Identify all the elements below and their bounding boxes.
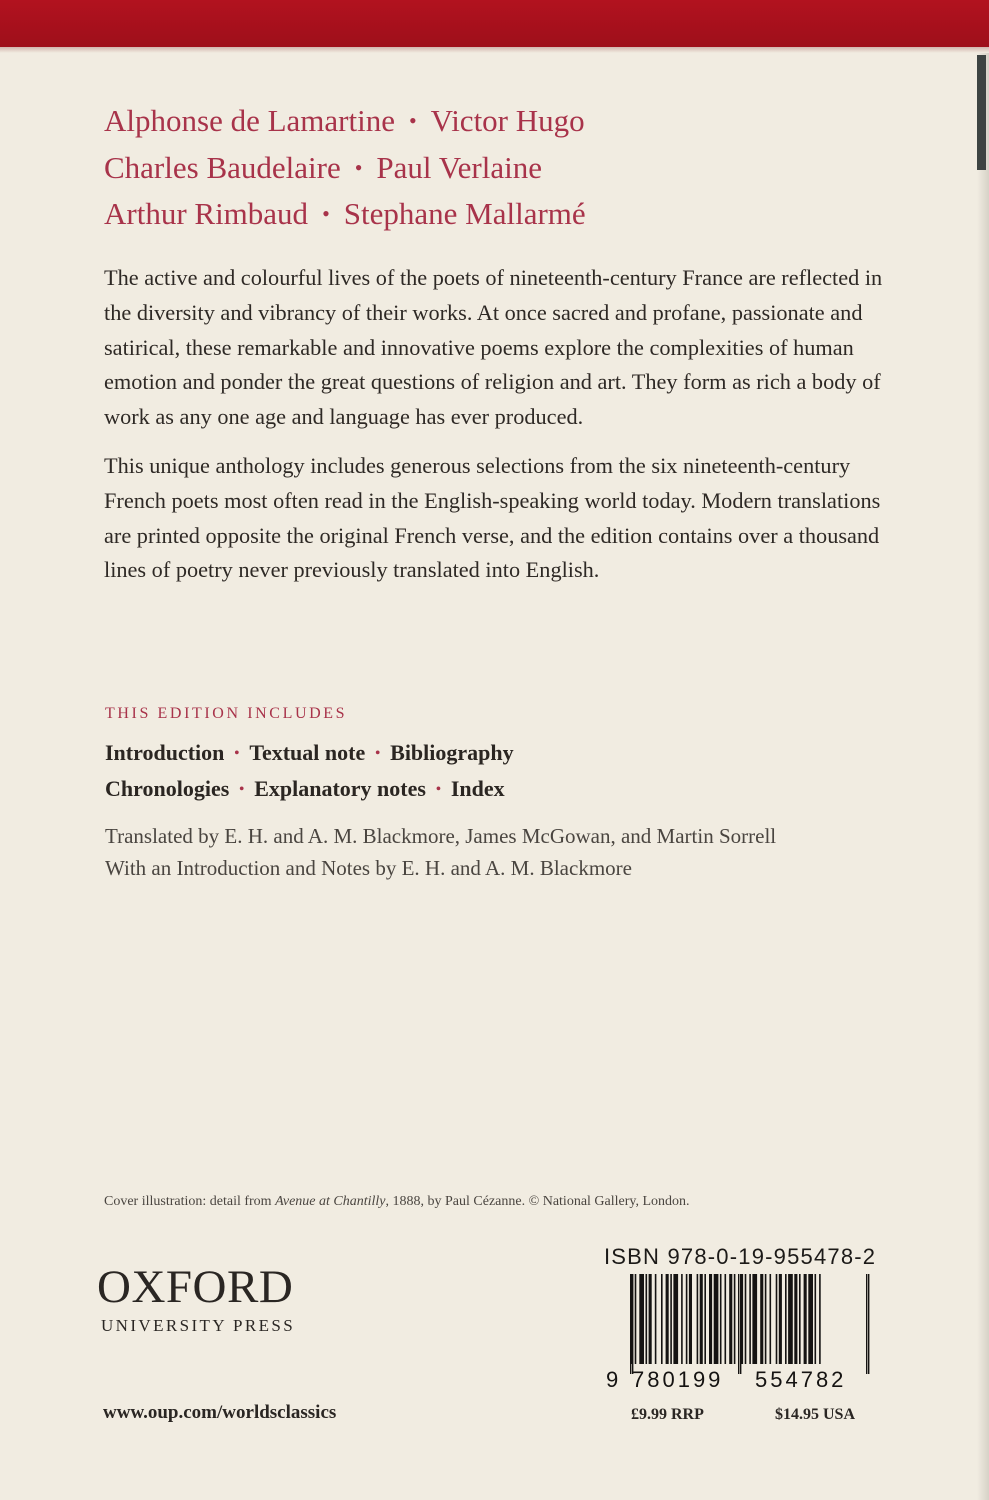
barcode-right-digits: 554782 [755,1367,847,1392]
poet-line [104,192,586,239]
barcode-bar [639,1274,644,1364]
publisher-subtitle: UNIVERSITY PRESS [101,1316,296,1335]
cover-illustration-note [104,1194,690,1210]
poet-line [104,99,586,146]
barcode-bar [673,1274,678,1364]
cover-note-suffix: , 1888, by Paul Cézanne. © National Gallery, London. [385,1194,690,1209]
barcode-bar [776,1274,778,1364]
barcode-bar [799,1274,801,1364]
barcode-bar [804,1274,807,1364]
barcode-guard-bar [632,1274,633,1374]
bullet-separator: • [435,782,441,797]
isbn-label: ISBN 978-0-19-955478-2 [604,1244,877,1269]
barcode-bar [729,1274,732,1364]
barcode-bar [720,1274,722,1364]
book-blurb [104,261,904,588]
barcode-bar [697,1274,699,1364]
barcode-bar [635,1274,637,1364]
poet-line [104,146,586,193]
barcode-bar [681,1274,683,1364]
barcode-bar [819,1274,821,1364]
include-item: Explanatory notes [254,776,426,801]
barcode-bar [649,1274,652,1364]
price-gbp: £9.99 RRP [631,1406,704,1423]
barcode-left-digits: 780199 [632,1367,724,1392]
barcode-bar [745,1274,747,1364]
poet-name: Victor Hugo [430,103,585,138]
barcode-bar [700,1274,703,1364]
bullet-separator: • [322,201,330,226]
include-item: Index [450,776,505,801]
bullet-separator: • [234,746,240,761]
poet-name: Charles Baudelaire [104,149,341,185]
cover-note-prefix: Cover illustration: detail from [104,1194,276,1209]
barcode-guard-bar [740,1274,741,1374]
bullet-separator: • [375,746,381,761]
barcode-guard-bar [868,1274,869,1374]
barcode-bar [815,1274,817,1364]
barcode-bar [670,1274,672,1364]
barcode-bar [794,1274,797,1364]
bullet-separator: • [239,782,245,797]
barcode-bar [765,1274,767,1364]
barcode-bar [734,1274,736,1364]
publisher-logo: OXFORD [97,1261,294,1313]
painting-title: Avenue at Chantilly [275,1194,386,1209]
poet-name: Arthur Rimbaud [104,196,309,231]
include-item: Bibliography [390,740,514,765]
barcode-bar [689,1274,692,1364]
barcode-guard-bar [630,1274,631,1374]
top-red-band [0,0,989,47]
barcode-bar [709,1274,712,1364]
band-shadow [0,47,989,53]
blurb-paragraph: The active and colourful lives of the poets of nineteenth-century France are reflected in the diversity and vibrancy of their works. At once sacred and profane, passionate and satirical, these remarkable and innovative poems explore the complexities of human emotion and ponder the great questions of religion and art. They form as rich a body of work as any one age and language has ever produced. [104,265,883,430]
barcode-guard-bar [738,1274,739,1374]
barcode-bar [686,1274,688,1364]
barcode-bar [760,1274,763,1364]
includes-line [105,737,514,773]
includes-line [105,773,514,809]
barcode-bar [646,1274,648,1364]
introduction-credit: With an Introduction and Notes by E. H. and A. M. Blackmore [105,855,632,880]
blurb-paragraph: This unique anthology includes generous selections from the six nineteenth-century French poets most often read in the English-speaking world today. Modern translations are printed opposite the original French verse, and the edition contains over a thousand lines of poetry never previously translated into English. [104,452,881,583]
spine-mark [977,55,986,170]
include-item: Introduction [105,740,225,765]
barcode-bar [655,1274,657,1364]
barcode-bar [785,1274,787,1364]
include-item: Textual note [249,740,366,765]
barcode-bar [666,1274,669,1364]
barcode [604,1274,872,1392]
barcode-bar [661,1274,663,1364]
barcode-guard-bar [866,1274,867,1374]
translator-credit: Translated by E. H. and A. M. Blackmore, James McGowan, and Martin Sorrell [105,824,777,848]
barcode-bar [779,1274,782,1364]
barcode-bar [752,1274,757,1364]
barcode-bar [704,1274,706,1364]
barcode-lead-digit: 9 [606,1367,619,1392]
bullet-separator: • [354,154,363,180]
poet-name: Alphonse de Lamartine [104,103,395,138]
publisher-website[interactable]: www.oup.com/worldsclassics [103,1402,337,1423]
barcode-bar [725,1274,727,1364]
edition-includes [105,737,514,809]
price-usd: $14.95 USA [775,1406,856,1423]
include-item: Chronologies [105,776,230,801]
poet-name: Paul Verlaine [376,149,543,185]
edition-heading: THIS EDITION INCLUDES [105,705,348,722]
credits [105,821,776,884]
spine-edge [977,53,989,1500]
barcode-bar [808,1274,813,1364]
bullet-separator: • [408,108,417,133]
poet-name: Stephane Mallarmé [343,196,586,231]
poet-names [104,99,586,239]
barcode-bar [770,1274,772,1364]
barcode-bar [749,1274,751,1364]
barcode-bar [714,1274,719,1364]
barcode-bar [788,1274,793,1364]
